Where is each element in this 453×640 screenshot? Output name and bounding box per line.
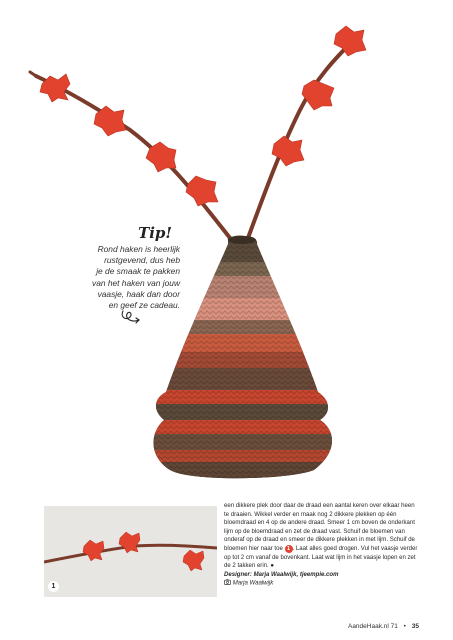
crochet-flowers: [40, 26, 366, 206]
tip-line: Rond haken is heerlijk: [97, 244, 180, 254]
flower: [334, 26, 366, 56]
right-branch: [248, 36, 358, 238]
page-footer: [348, 623, 419, 630]
camera-icon: [224, 579, 231, 585]
photographer-name: Marja Waalwijk: [232, 580, 274, 587]
step-photo: [44, 506, 217, 597]
flower: [119, 532, 140, 553]
footer-bullet: •: [403, 623, 406, 630]
vase-opening: [228, 236, 256, 244]
instructions-part-1: een dikkere plek door daar de draad een aantal keren over elkaar heen te draaien. Wikkel verder en maak nog 2 dikkere plekken op één bloemdraad en 4 op de andere draad. Smeer 1 cm boven de onderkant lijm op de bloemdraad en zet de draad vast. Schuif de bloemen van onderaf op de draad en smeer de dikkere plekken in met lijm. Schuif de bloemen hier naar toe: [224, 503, 415, 552]
tip-line: vaasje, haak dan door: [97, 288, 180, 299]
tip-box: [62, 224, 180, 311]
flower: [83, 540, 104, 561]
tip-line: en geef ze cadeau.: [108, 300, 180, 311]
page-number: 35: [411, 623, 419, 630]
designer-credit: Designer: Marja Waalwijk, tjeempie.com: [224, 571, 339, 578]
flower: [186, 176, 218, 206]
footer-site: AandeHaak.nl 71: [347, 623, 398, 630]
flower: [183, 550, 204, 571]
step-photo-image: [44, 506, 217, 597]
photographer-credit: [224, 579, 420, 588]
instructions-part-2: . Laat alles goed drogen. Vul het vaasje verder op tot 2 cm vanaf de bovenkant. Laat wat lijm in het vaasje lopen en zet de 2 takken erin.: [224, 545, 418, 570]
end-mark-icon: ●: [270, 563, 275, 570]
step-badge: 1: [285, 545, 293, 553]
curly-arrow-icon: [120, 307, 142, 327]
tip-body: [62, 244, 180, 311]
instructions-text: [224, 502, 420, 588]
tip-title: Tip!: [138, 224, 172, 242]
flower: [302, 80, 334, 110]
tip-line: je de smaak te pakken: [96, 266, 180, 277]
tip-line: rustgevend, dus heb: [104, 255, 180, 266]
tip-line: van het haken van jouw: [92, 277, 180, 288]
photo-number-badge: 1: [48, 581, 59, 592]
instructions-paragraph: [224, 502, 420, 571]
